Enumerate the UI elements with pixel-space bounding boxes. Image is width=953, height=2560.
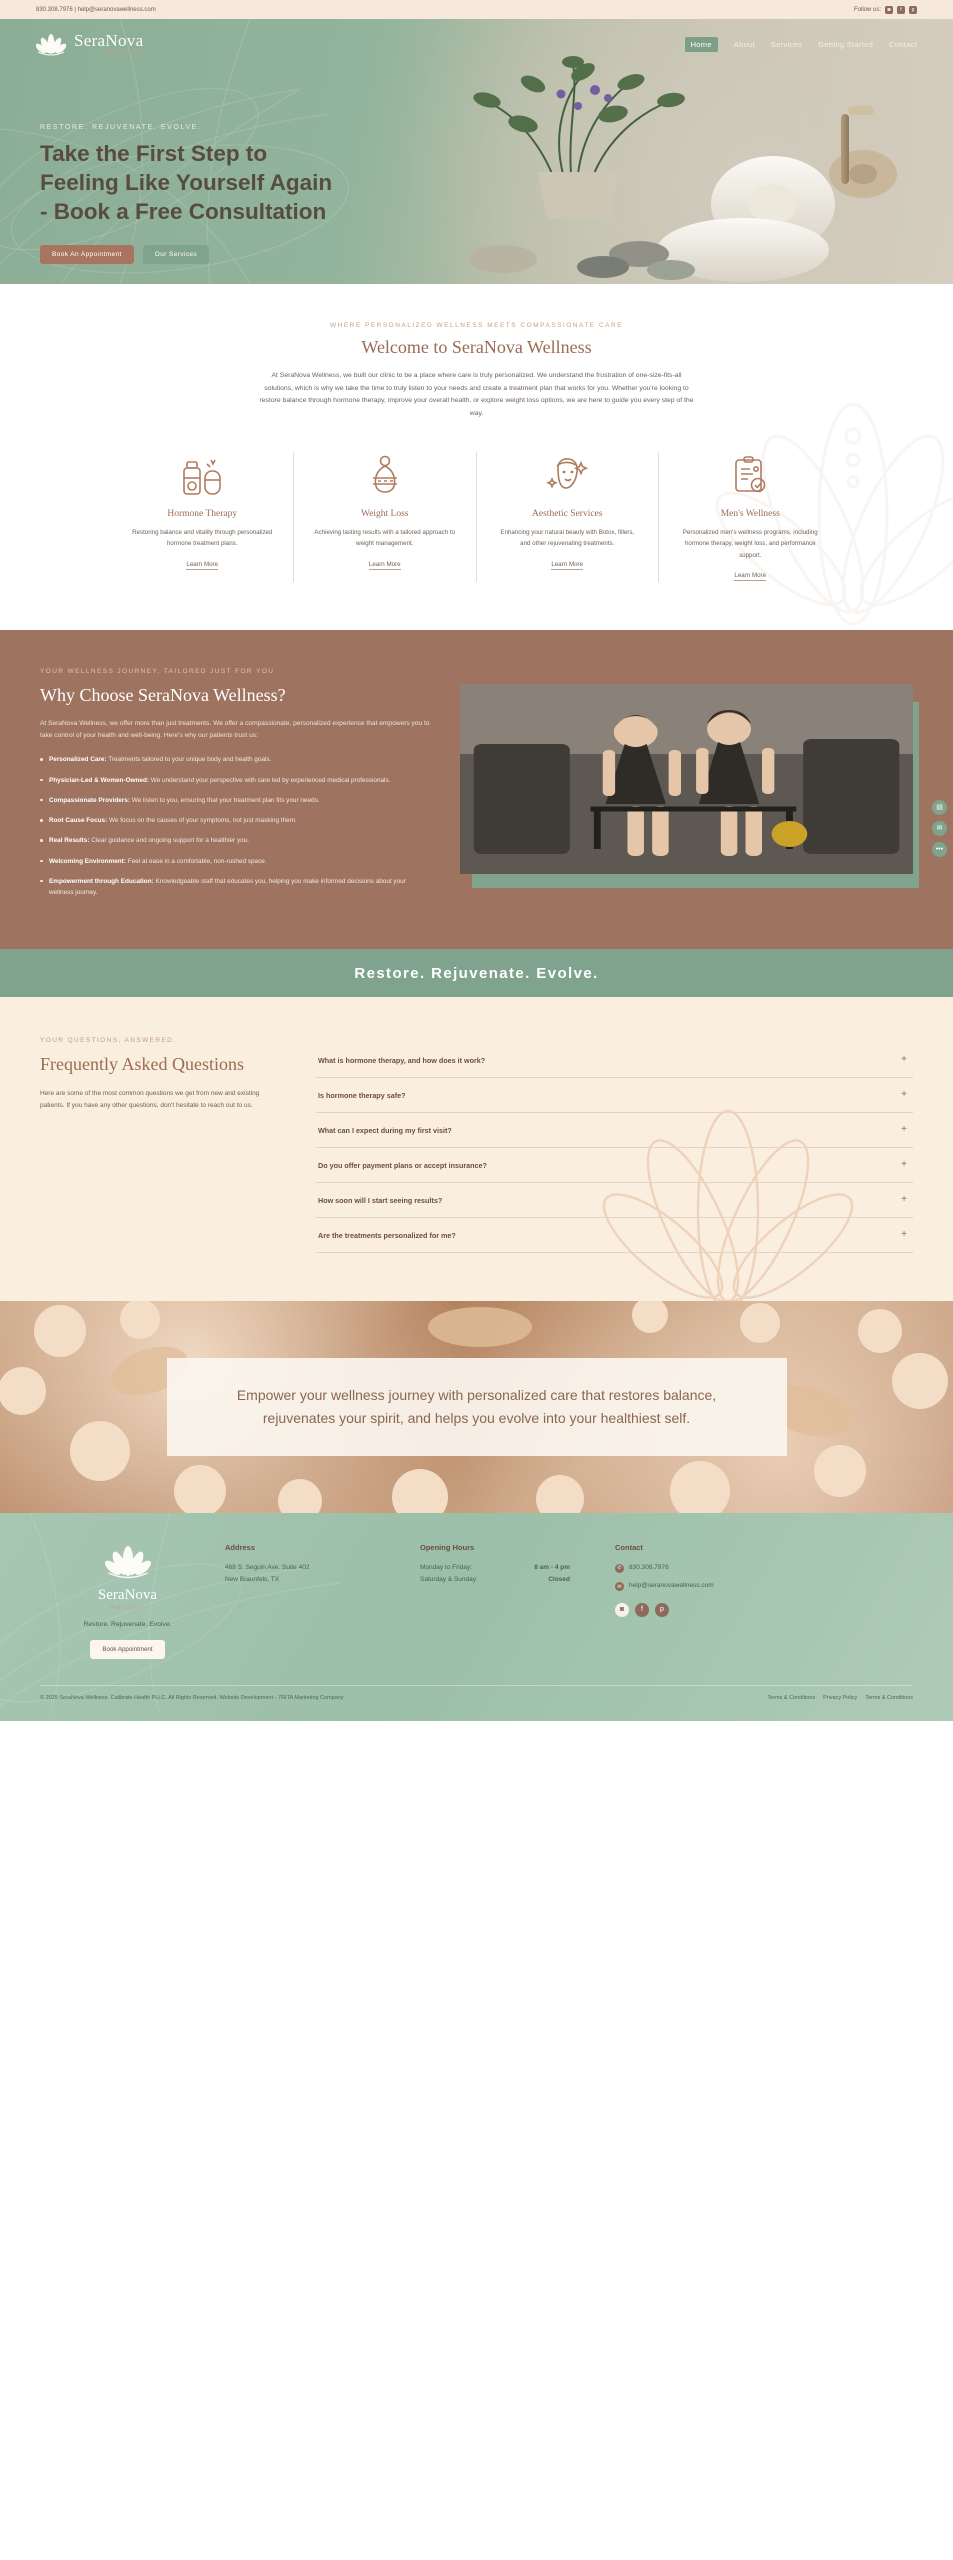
footer-phone: 830.308.7976 (629, 1564, 669, 1572)
footer-brand-column (40, 1543, 215, 1659)
gym-scene-illustration (460, 684, 913, 874)
floating-action-buttons (932, 800, 947, 857)
footer-hours-time: 8 am - 4 pm (534, 1564, 570, 1572)
utility-phone[interactable]: 830.308.7976 (36, 6, 73, 13)
hero-eyebrow: RESTORE. REJUVENATE. EVOLVE. (40, 124, 202, 131)
list-item-lead: Physician-Led & Women-Owned: (49, 776, 150, 784)
hero-section (0, 19, 953, 284)
site-footer (0, 1513, 953, 1721)
list-item-lead: Root Cause Focus: (49, 817, 108, 825)
service-card-grid (112, 452, 842, 581)
footer-hours-row (420, 1562, 570, 1574)
footer-hours-row (420, 1574, 570, 1586)
instagram-icon[interactable]: ◙ (615, 1603, 629, 1617)
hero-copy (0, 69, 340, 264)
list-item-rest: We understand your perspective with care led by experienced medical professionals. (149, 776, 391, 784)
clipboard-check-icon (677, 452, 824, 498)
faq-item[interactable] (316, 1043, 913, 1078)
faq-copy (40, 1037, 280, 1253)
footer-book-appointment-button[interactable]: Book Appointment (90, 1640, 164, 1659)
footer-address-column (225, 1543, 410, 1659)
footer-hours-days: Monday to Friday: (420, 1564, 473, 1572)
footer-address-line-2: New Braunfels, TX (225, 1576, 280, 1584)
brand-subtitle: Wellness (105, 48, 144, 56)
plus-icon[interactable]: + (901, 1124, 907, 1136)
footer-contact-heading: Contact (615, 1543, 643, 1553)
faq-question: How soon will I start seeing results? (318, 1195, 443, 1205)
why-choose-section (0, 630, 953, 949)
footer-columns (40, 1543, 913, 1659)
welcome-section (0, 284, 953, 630)
footer-social-group (615, 1603, 913, 1617)
calendar-icon[interactable]: ▤ (932, 800, 947, 815)
faq-question: Are the treatments personalized for me? (318, 1230, 456, 1240)
hormone-bottle-icon (130, 452, 276, 498)
list-item-lead: Real Results: (49, 837, 90, 845)
hero-title: Take the First Step to Feeling Like Yourself Again - Book a Free Consultation (40, 141, 333, 224)
facebook-icon[interactable]: f (635, 1603, 649, 1617)
footer-link-terms-2[interactable]: Terms & Conditions (865, 1695, 913, 1702)
faq-accordion (316, 1037, 913, 1253)
faq-item[interactable] (316, 1113, 913, 1148)
service-card-aesthetic-services[interactable] (477, 452, 660, 581)
service-card-text: Restoring balance and vitality through personalized hormone treatment plans. (132, 529, 273, 548)
book-appointment-button[interactable]: Book An Appointment (40, 245, 134, 264)
plus-icon[interactable]: + (901, 1054, 907, 1066)
list-item-rest: We listen to you, ensuring that your treatment plan fits your needs. (129, 796, 320, 804)
list-item (40, 775, 430, 786)
footer-link-privacy[interactable]: Privacy Policy (823, 1695, 858, 1702)
nav-item-about[interactable]: About (733, 39, 755, 49)
utility-bar (0, 0, 953, 19)
service-card-text: Personalized men's wellness programs, including hormone therapy, weight loss, and performance support. (682, 529, 818, 559)
list-item (40, 795, 430, 806)
footer-address-heading: Address (225, 1543, 256, 1553)
face-sparkle-icon (495, 452, 641, 498)
plus-icon[interactable]: + (901, 1089, 907, 1101)
service-card-hormone-therapy[interactable] (112, 452, 295, 581)
lotus-logo-icon (105, 1543, 151, 1579)
nav-item-contact[interactable]: Contact (889, 39, 917, 49)
footer-email: help@seranovawellness.com (629, 1582, 714, 1590)
list-item-lead: Personalized Care: (49, 756, 107, 764)
learn-more-link-aesthetic-services[interactable]: Learn More (551, 560, 584, 568)
footer-hours-column (420, 1543, 605, 1659)
footer-brand-name: SeraNova (97, 1587, 158, 1604)
faq-item[interactable] (316, 1183, 913, 1218)
facebook-icon[interactable]: f (897, 6, 905, 14)
quote-text: Empower your wellness journey with personalized care that restores balance, rejuvenates your spirit, and helps you evolve into your healthiest self. (236, 1387, 717, 1427)
faq-question: Is hormone therapy safe? (318, 1090, 406, 1100)
service-card-title: Weight Loss (360, 509, 409, 520)
list-item (40, 856, 430, 867)
quote-card (167, 1358, 787, 1455)
faq-question: What can I expect during my first visit? (318, 1125, 452, 1135)
why-choose-media (460, 668, 913, 907)
quote-section (0, 1301, 953, 1513)
plus-icon[interactable]: + (901, 1229, 907, 1241)
service-card-text: Achieving lasting results with a tailored approach to weight management. (314, 529, 456, 548)
service-card-title: Men's Wellness (720, 509, 780, 520)
faq-description: Here are some of the most common questions we get from new and existing patients. If you have any other questions, don't hesitate to reach out to us. (40, 1090, 260, 1110)
envelope-icon: ✉ (615, 1582, 624, 1591)
lotus-logo-icon (36, 32, 66, 56)
learn-more-link-weight-loss[interactable]: Learn More (368, 560, 401, 568)
hero-spa-photo (443, 54, 913, 284)
footer-copyright: © 2025 SeraNova Wellness. Calibrate Health PLLC. All Rights Reserved. (40, 1695, 218, 1702)
list-item-lead: Compassionate Providers: (49, 796, 130, 804)
welcome-title: Welcome to SeraNova Wellness (361, 337, 592, 357)
footer-credit[interactable]: Website Development - 7RITA Marketing Company (219, 1695, 344, 1702)
list-item-rest: Treatments tailored to your unique body and health goals. (106, 756, 272, 764)
footer-hours-days: Saturday & Sunday: (420, 1576, 478, 1584)
pinterest-icon[interactable]: p (909, 6, 917, 14)
welcome-body: At SeraNova Wellness, we built our clinic to be a place where care is truly personalized. We understand the frustration of one-size-fits-all solutions, which is why we take the time to truly listen to your needs and create a treatment plan that works for you. Whether you're looking to restore balance through hormone therapy, improve your overall health, or explore weight loss options, we are here to guide you every step of the way. (259, 372, 694, 417)
why-choose-intro: At SeraNova Wellness, we offer more than just treatments. We offer a compassionate, personalized experience that empowers you to take control of your health and well-being. Here's why our patients trust us: (40, 720, 430, 740)
body-measure-icon (312, 452, 458, 498)
footer-contact-column (615, 1543, 913, 1659)
faq-question: What is hormone therapy, and how does it work? (318, 1055, 486, 1065)
chat-icon[interactable]: ✉ (932, 821, 947, 836)
nav-item-getting-started[interactable]: Getting Started (818, 39, 874, 49)
why-choose-copy (40, 668, 430, 907)
our-services-button[interactable]: Our Services (143, 245, 209, 264)
list-item-rest: Clear guidance and ongoing support for a healthier you. (89, 837, 250, 845)
service-card-title: Aesthetic Services (532, 509, 603, 520)
gym-women-photo (460, 684, 913, 874)
follow-us-label: Follow us: (853, 6, 881, 13)
service-card-title: Hormone Therapy (167, 509, 238, 520)
footer-phone-row[interactable] (615, 1562, 913, 1574)
utility-contact (36, 7, 156, 13)
nav-item-services[interactable]: Services (770, 39, 803, 49)
plus-icon[interactable]: + (901, 1159, 907, 1171)
footer-email-row[interactable] (615, 1580, 913, 1592)
instagram-icon[interactable]: ◙ (885, 6, 893, 14)
more-dots-icon[interactable]: ••• (932, 842, 947, 857)
list-item-rest: Knowledgeable staff that educates you, helping you make informed decisions about your wellness journey. (49, 877, 406, 896)
list-item-rest: Feel at ease in a comfortable, non-rushed space. (125, 857, 267, 865)
phone-icon: ✆ (615, 1564, 624, 1573)
service-card-mens-wellness[interactable] (659, 452, 842, 581)
footer-hours-time: Closed (548, 1576, 570, 1584)
utility-social-group (854, 6, 917, 14)
service-card-text: Enhancing your natural beauty with Botox, fillers, and other rejuvenating treatments. (500, 529, 635, 548)
footer-brand-subtitle: Wellness (110, 1605, 145, 1612)
learn-more-link-hormone-therapy[interactable]: Learn More (186, 560, 219, 568)
footer-copyright-group (40, 1695, 344, 1701)
brand-logo[interactable] (36, 32, 143, 57)
service-card-weight-loss[interactable] (294, 452, 477, 581)
list-item (40, 876, 430, 898)
pinterest-icon[interactable]: p (655, 1603, 669, 1617)
why-choose-title: Why Choose SeraNova Wellness? (40, 684, 286, 705)
faq-eyebrow: YOUR QUESTIONS, ANSWERED. (40, 1037, 177, 1045)
list-item (40, 754, 430, 765)
why-choose-list (40, 754, 430, 898)
faq-item[interactable] (316, 1078, 913, 1113)
faq-item[interactable] (316, 1148, 913, 1183)
why-choose-eyebrow: YOUR WELLNESS JOURNEY, TAILORED JUST FOR YOU (40, 667, 275, 675)
learn-more-link-mens-wellness[interactable]: Learn More (734, 571, 767, 579)
hero-button-group (40, 245, 340, 264)
faq-item[interactable] (316, 1218, 913, 1253)
footer-legal-links (767, 1695, 913, 1701)
plus-icon[interactable]: + (901, 1194, 907, 1206)
list-item-lead: Welcoming Environment: (49, 857, 126, 865)
brand-name: SeraNova (74, 30, 144, 50)
faq-section (0, 997, 953, 1301)
faq-question: Do you offer payment plans or accept insurance? (318, 1160, 487, 1170)
list-item-lead: Empowerment through Education: (49, 877, 154, 885)
tagline-text: Restore. Rejuvenate. Evolve. (354, 964, 599, 982)
nav-links (685, 37, 917, 52)
utility-separator: | (72, 6, 78, 13)
tagline-banner (0, 949, 953, 997)
footer-link-terms[interactable]: Terms & Conditions (767, 1695, 816, 1702)
footer-address-line-1: 468 S. Seguin Ave. Suite 402 (225, 1564, 310, 1572)
footer-hours-heading: Opening Hours (420, 1543, 475, 1553)
utility-email[interactable]: help@seranovawellness.com (77, 6, 156, 13)
footer-tagline: Restore. Rejuvenate. Evolve. (83, 1621, 172, 1629)
faq-title: Frequently Asked Questions (40, 1054, 244, 1075)
footer-legal-bar (40, 1685, 913, 1701)
nav-item-home[interactable]: Home (685, 37, 718, 52)
list-item (40, 835, 430, 846)
list-item-rest: We focus on the causes of your symptoms, not just masking them. (107, 817, 297, 825)
main-navbar (0, 19, 953, 69)
list-item (40, 815, 430, 826)
welcome-eyebrow: WHERE PERSONALIZED WELLNESS MEETS COMPASSIONATE CARE (329, 322, 624, 329)
